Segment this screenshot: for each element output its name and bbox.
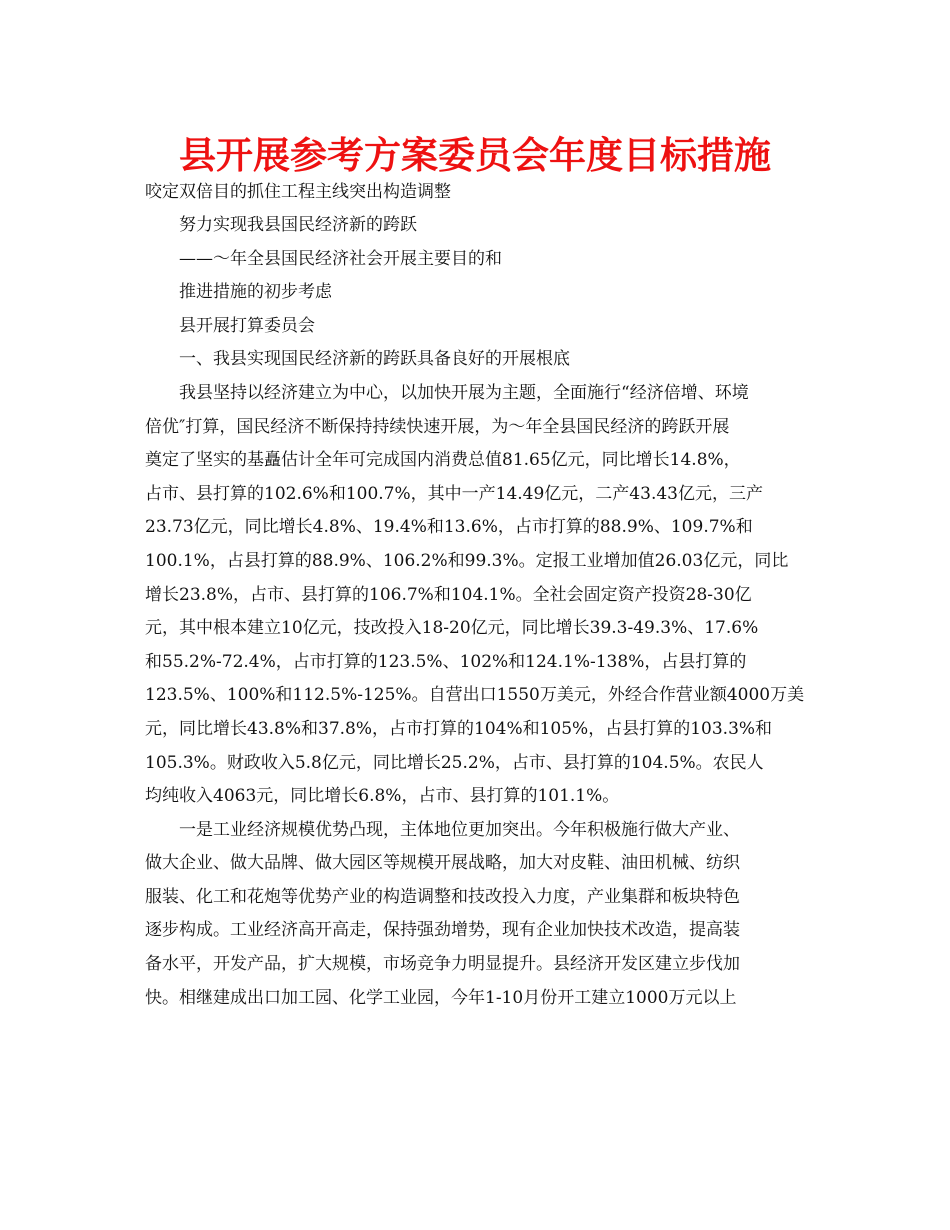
text-line: 县开展打算委员会 [179, 315, 315, 336]
text-line: 努力实现我县国民经济新的跨跃 [179, 215, 417, 235]
text-line: 做大企业、做大品牌、做大园区等规模开展战略，加大对皮鞋、油田机械、纺织 [145, 853, 740, 874]
text-line: 奠定了坚实的基矗估计全年可完成国内消费总值81.65亿元，同比增长14.8%， [145, 450, 741, 471]
text-line: 105.3%。财政收入5.8亿元，同比增长25.2%，占市、县打算的104.5%。农民人 [145, 752, 764, 773]
text-line: 咬定双倍目的抓住工程主线突出构造调整 [145, 182, 451, 202]
text-line: 元，其中根本建立10亿元，技改投入18-20亿元，同比增长39.3-49.3%、17.6% [145, 618, 759, 639]
document-body [145, 176, 810, 1015]
text-line: ——～年全县国民经济社会开展主要目的和 [179, 248, 502, 269]
text-line: 备水平，开发产品，扩大规模，市场竞争力明显提升。县经济开发区建立步伐加 [145, 954, 740, 975]
text-line: 服装、化工和花炮等优势产业的构造调整和技改投入力度，产业集群和板块特色 [145, 886, 740, 907]
text-line: 逐步构成。工业经济高开高走，保持强劲增势，现有企业加快技术改造，提高装 [145, 920, 740, 941]
text-line: 23.73亿元，同比增长4.8%、19.4%和13.6%，占市打算的88.9%、109.7%和 [145, 517, 753, 538]
section-heading: 一、我县实现国民经济新的跨跃具备良好的开展根底 [179, 349, 570, 370]
text-line: 我县坚持以经济建立为中心，以加快开展为主题，全面施行“经济倍增、环境 [179, 382, 749, 403]
text-line: 100.1%，占县打算的88.9%、106.2%和99.3%。定报工业增加值26.03亿元，同比 [145, 550, 789, 571]
text-line: 一是工业经济规模优势凸现，主体地位更加突出。今年积极施行做大产业、 [179, 819, 740, 840]
text-line: 和55.2%-72.4%，占市打算的123.5%、102%和124.1%-138%，占县打算的 [145, 651, 747, 672]
text-line: 快。相继建成出口加工园、化学工业园，今年1-10月份开工建立1000万元以上 [145, 987, 737, 1008]
document-title: 县开展参考方案委员会年度目标措施 [179, 134, 771, 177]
text-line: 增长23.8%，占市、县打算的106.7%和104.1%。全社会固定资产投资28-30亿 [145, 584, 752, 605]
text-line: 均纯收入4063元，同比增长6.8%，占市、县打算的101.1%。 [145, 786, 620, 807]
text-line: 倍优″打算，国民经济不断保持持续快速开展，为～年全县国民经济的跨跃开展 [145, 416, 730, 437]
text-line: 元，同比增长43.8%和37.8%，占市打算的104%和105%，占县打算的103.3%和 [145, 718, 773, 739]
text-line: 占市、县打算的102.6%和100.7%，其中一产14.49亿元，二产43.43亿元，三产 [145, 483, 763, 504]
text-line: 推进措施的初步考虑 [179, 282, 332, 303]
text-line: 123.5%、100%和112.5%-125%。自营出口1550万美元，外经合作营业额4000万美 [145, 685, 805, 706]
